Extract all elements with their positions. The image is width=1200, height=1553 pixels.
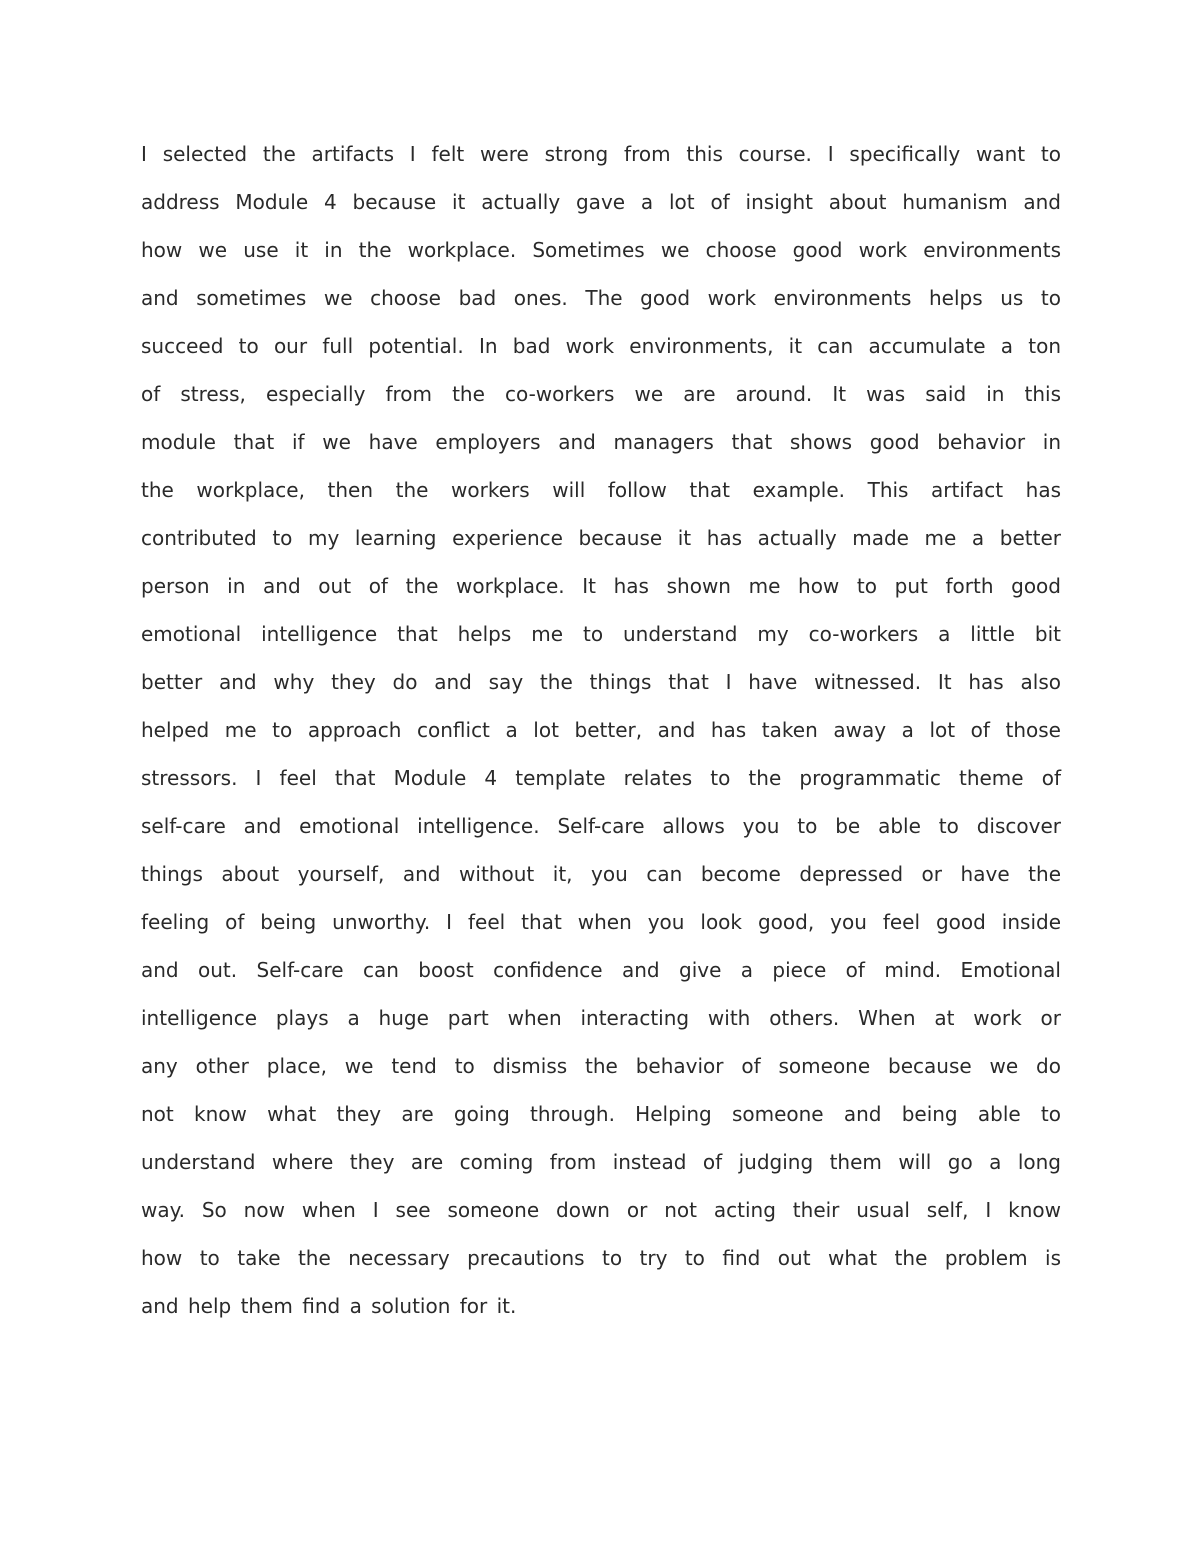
text-line: and sometimes we choose bad ones. The good work environments helps us to xyxy=(141,286,1061,310)
body-paragraph xyxy=(141,130,1061,1330)
text-line: feeling of being unworthy. I feel that when you look good, you feel good inside xyxy=(141,910,1061,934)
text-line: self-care and emotional intelligence. Self-care allows you to be able to discover xyxy=(141,814,1061,838)
text-line: succeed to our full potential. In bad work environments, it can accumulate a ton xyxy=(141,334,1061,358)
text-line: person in and out of the workplace. It has shown me how to put forth good xyxy=(141,574,1061,598)
text-line: contributed to my learning experience because it has actually made me a better xyxy=(141,526,1061,550)
text-line-last: and help them find a solution for it. xyxy=(141,1294,517,1318)
text-line: way. So now when I see someone down or not acting their usual self, I know xyxy=(141,1198,1061,1222)
text-line: not know what they are going through. Helping someone and being able to xyxy=(141,1102,1061,1126)
text-line: and out. Self-care can boost confidence and give a piece of mind. Emotional xyxy=(141,958,1061,982)
text-line: intelligence plays a huge part when interacting with others. When at work or xyxy=(141,1006,1061,1030)
text-line: helped me to approach conflict a lot better, and has taken away a lot of those xyxy=(141,718,1061,742)
text-line: understand where they are coming from instead of judging them will go a long xyxy=(141,1150,1061,1174)
text-line: things about yourself, and without it, you can become depressed or have the xyxy=(141,862,1061,886)
text-line: how we use it in the workplace. Sometimes we choose good work environments xyxy=(141,238,1061,262)
text-line: any other place, we tend to dismiss the behavior of someone because we do xyxy=(141,1054,1061,1078)
text-line: module that if we have employers and managers that shows good behavior in xyxy=(141,430,1061,454)
text-line: emotional intelligence that helps me to understand my co-workers a little bit xyxy=(141,622,1061,646)
text-line: how to take the necessary precautions to try to find out what the problem is xyxy=(141,1246,1061,1270)
text-line: I selected the artifacts I felt were strong from this course. I specifically want to xyxy=(141,142,1061,166)
text-line: of stress, especially from the co-workers we are around. It was said in this xyxy=(141,382,1061,406)
text-line: better and why they do and say the things that I have witnessed. It has also xyxy=(141,670,1061,694)
text-line: address Module 4 because it actually gave a lot of insight about humanism and xyxy=(141,190,1061,214)
text-line: the workplace, then the workers will follow that example. This artifact has xyxy=(141,478,1061,502)
text-line: stressors. I feel that Module 4 template relates to the programmatic theme of xyxy=(141,766,1061,790)
